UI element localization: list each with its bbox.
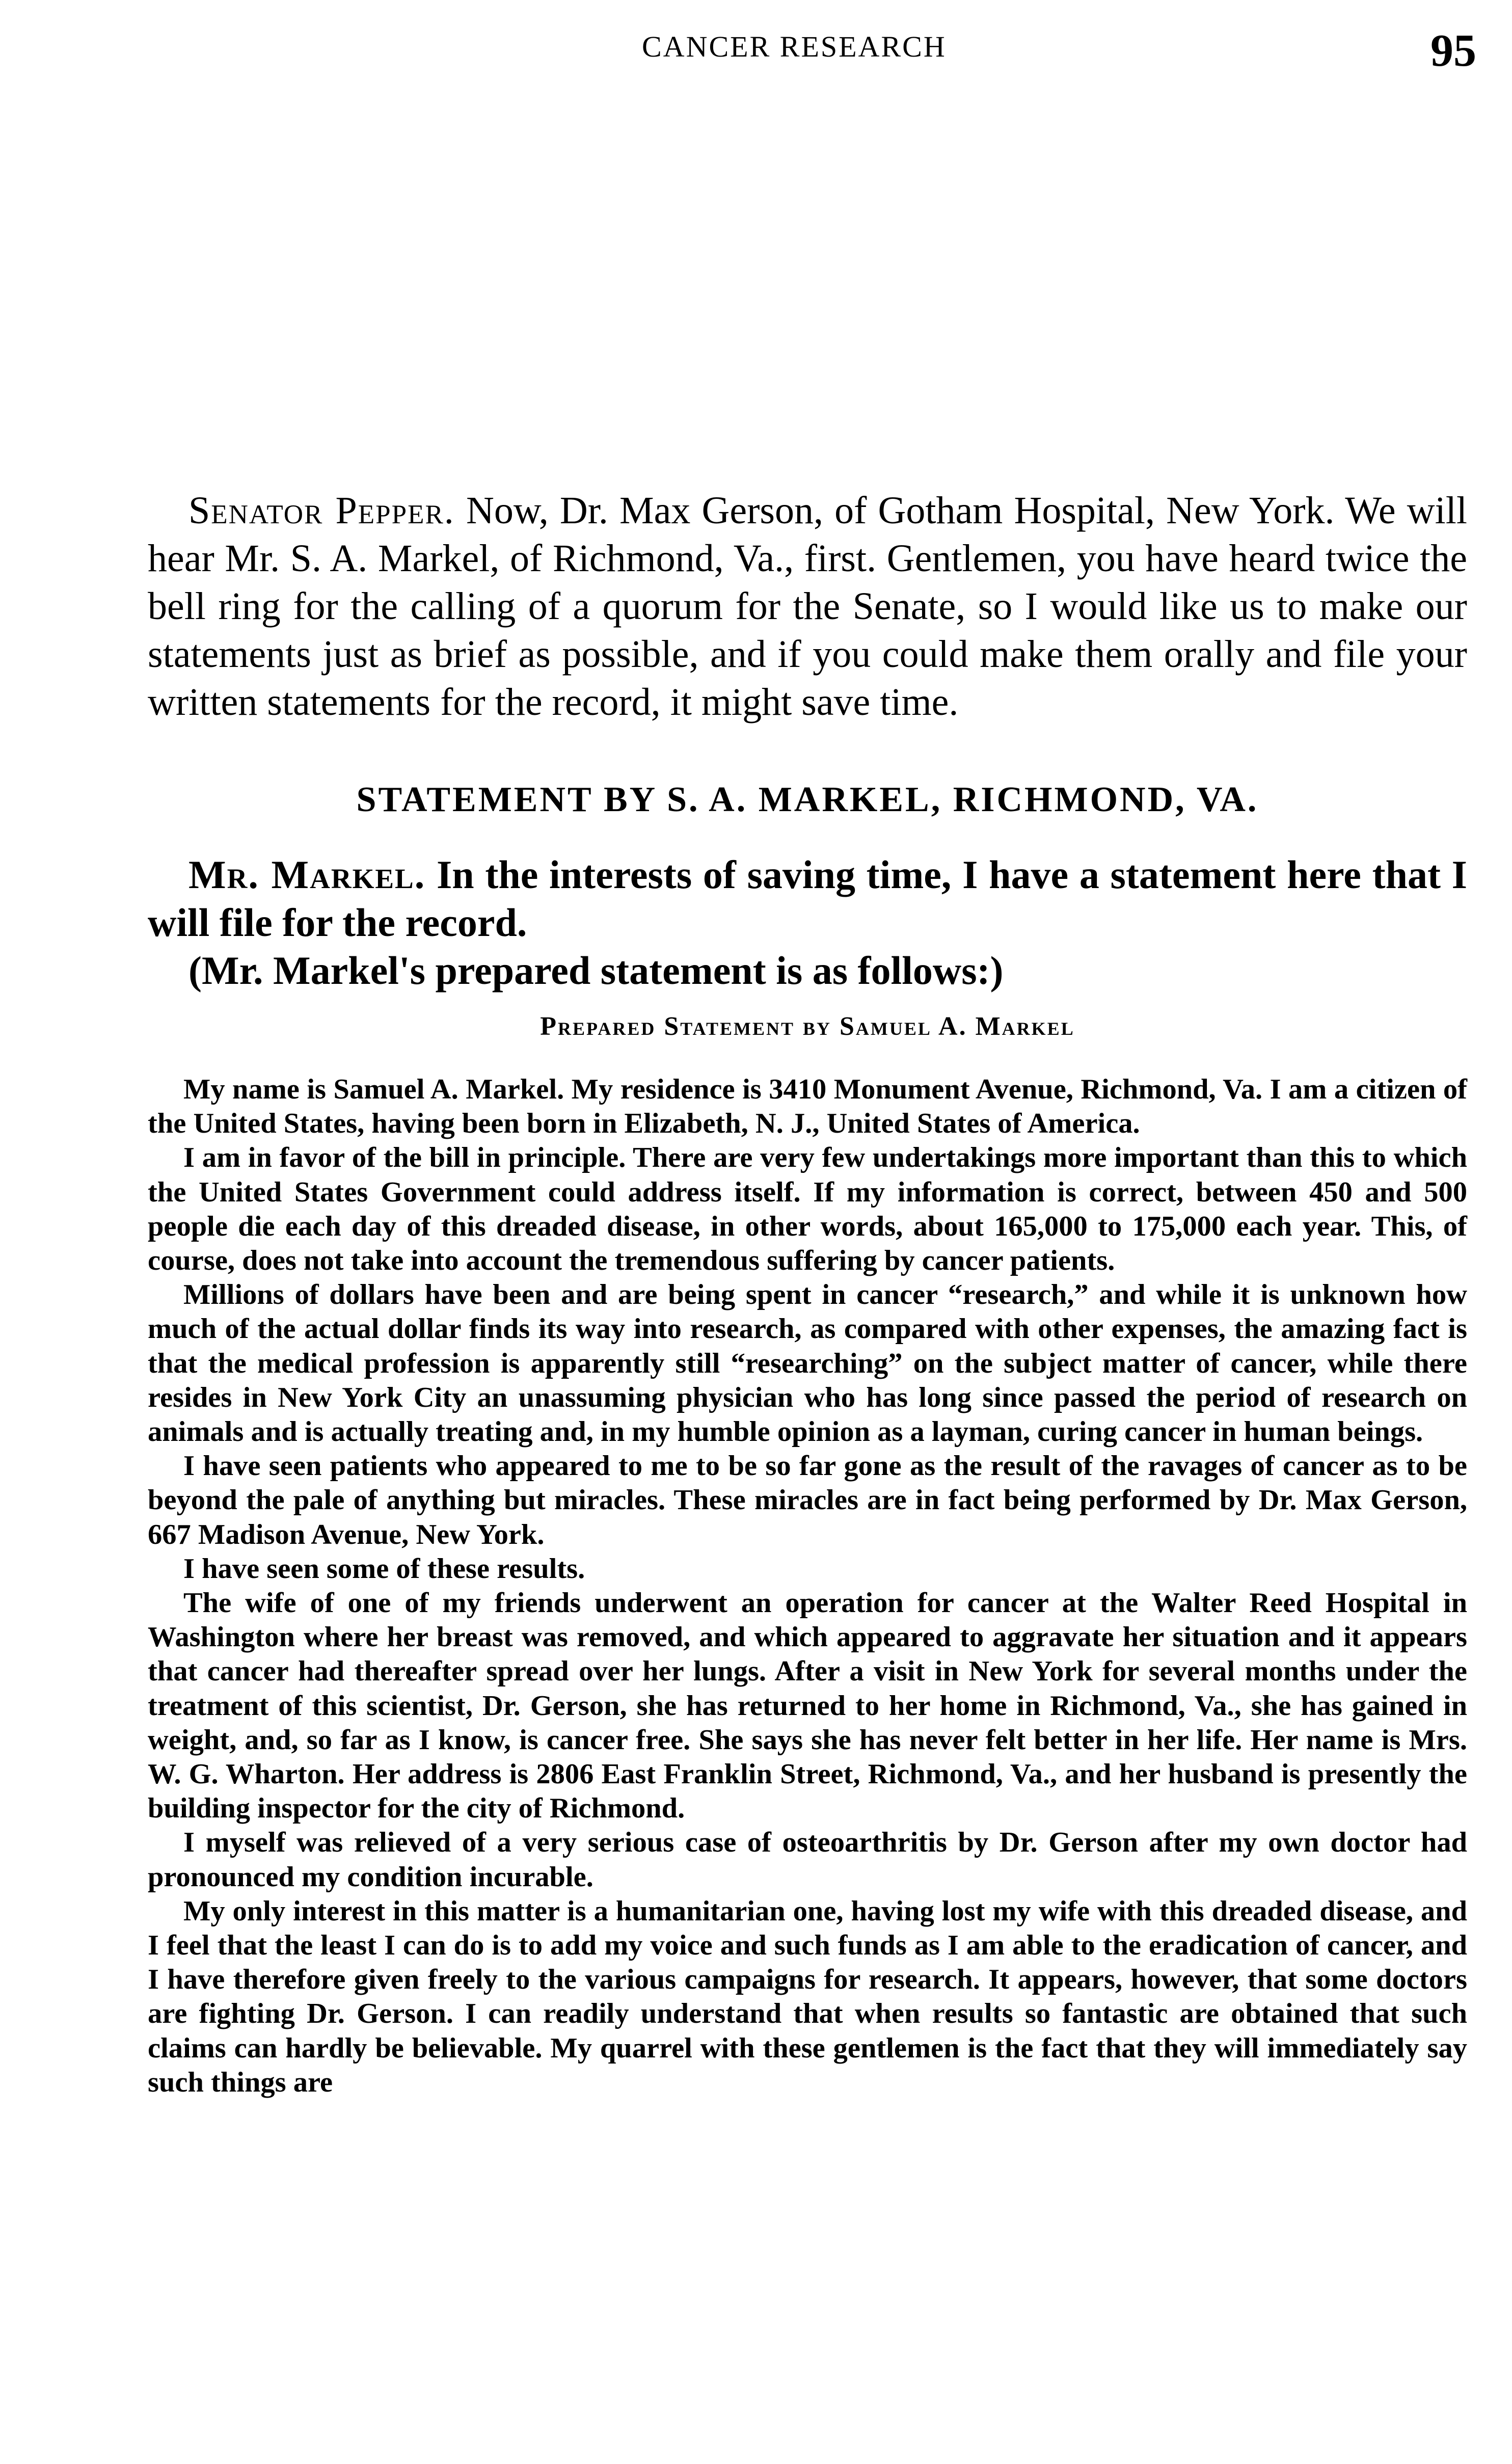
statement-paragraph: Millions of dollars have been and are being spent in cancer “research,” and while it is unknown how much of the actual dollar finds its way into research, as compared with other expenses, the amazing fact is that the medical profession is apparently still “researching” on the subject matter of cancer, while there resides in New York City an unassuming physician who has long since passed the period of research on animals and is actually treating and, in my humble opinion as a layman, curing cancer in human beings. — [148, 1279, 1467, 1448]
statement-paragraph: My name is Samuel A. Markel. My residence is 3410 Monument Avenue, Richmond, Va. I am a citizen of the United States, having been born in Elizabeth, N. J., United States of America. — [148, 1074, 1467, 1140]
statement-paragraph: I have seen patients who appeared to me to be so far gone as the result of the ravages of cancer as to be beyond the pale of anything but miracles. These miracles are in fact being performed by Dr. Max Gerson, 667 Madison Avenue, New York. — [148, 1450, 1467, 1550]
prepared-statement-heading: Prepared Statement by Samuel A. Markel — [540, 1012, 1075, 1041]
statement-paragraph: My only interest in this matter is a humanitarian one, having lost my wife with this dreaded disease, and I feel that the least I can do is to add my voice and such funds as I am able to the eradication of cancer, and I have therefore given freely to the various campaigns for research. It appears, however, that some doctors are fighting Dr. Gerson. I can readily understand that when results so fantastic are obtained that such claims can hardly be believable. My quarrel with these gentlemen is the fact that they will immediately say such things are — [148, 1895, 1467, 2098]
markel-note: (Mr. Markel's prepared statement is as follows:) — [188, 948, 1004, 993]
speaker-name-pepper: Senator Pepper. — [188, 489, 455, 532]
statement-paragraph: The wife of one of my friends underwent an operation for cancer at the Walter Reed Hospital in Washington where her breast was removed, and which appeared to aggravate her situation and it appears that cancer had thereafter spread over her lungs. After a visit in New York for several months under the treatment of this scientist, Dr. Gerson, she has returned to her home in Richmond, Va., she has gained in weight, and, so far as I know, is cancer free. She says she has never felt better in her life. Her name is Mrs. W. G. Wharton. Her address is 2806 East Franklin Street, Richmond, Va., and her husband is presently the building inspector for the city of Richmond. — [148, 1587, 1467, 1825]
prepared-statement-body — [148, 1073, 1467, 2100]
senator-pepper-paragraph — [148, 487, 1467, 726]
statement-paragraph: I am in favor of the bill in principle. There are very few undertakings more important than this to which the United States Government could address itself. If my information is correct, between 450 and 500 people die each day of this dreaded disease, in other words, about 165,000 to 175,000 each year. This, of course, does not take into account the tremendous suffering by cancer patients. — [148, 1142, 1467, 1277]
page-number: 95 — [1430, 25, 1476, 76]
markel-remarks — [148, 851, 1467, 995]
speaker-name-markel: Mr. Markel. — [188, 852, 426, 897]
running-head: CANCER RESEARCH — [642, 30, 947, 63]
senator-pepper-text: Now, Dr. Max Gerson, of Gotham Hospital, New York. We will hear Mr. S. A. Markel, of Richmond, Va., first. Gentlemen, you have heard twice the bell ring for the calling of a quorum for the Senate, so I would like us to make our statements just as brief as possible, and if you could make them orally and file your written statements for the record, it might save time. — [148, 489, 1468, 724]
markel-paragraph — [148, 851, 1467, 947]
markel-text: In the interests of saving time, I have a statement here that I will file for the record. — [148, 852, 1468, 945]
statement-heading: STATEMENT BY S. A. MARKEL, RICHMOND, VA. — [356, 780, 1259, 819]
statement-paragraph: I have seen some of these results. — [183, 1552, 585, 1585]
statement-paragraph: I myself was relieved of a very serious case of osteoarthritis by Dr. Gerson after my own doctor had pronounced my condition incurable. — [148, 1827, 1467, 1893]
